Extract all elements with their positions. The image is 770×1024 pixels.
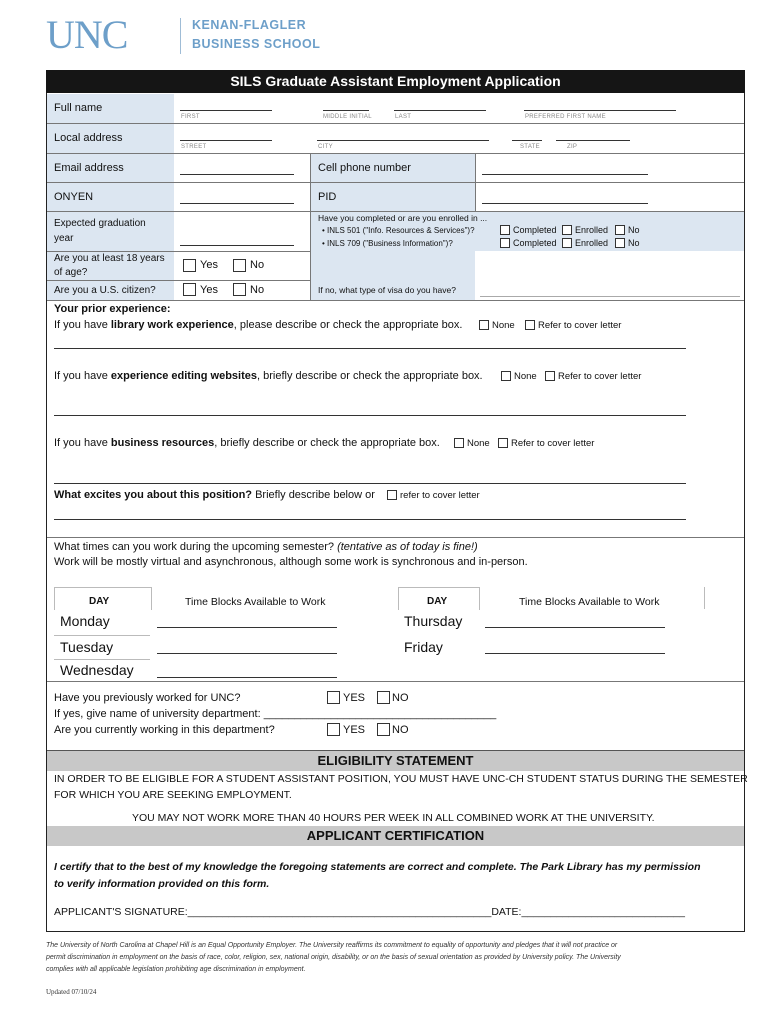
previous-unc-question: Have you previously worked for UNC? <box>54 692 241 704</box>
grad-year-label-line1: Expected graduation <box>54 218 146 229</box>
websites-q-bold: experience editing websites <box>110 370 257 382</box>
websites-q-post: , briefly describe or check the appropriate box. <box>257 370 483 382</box>
inls501-completed-checkbox[interactable] <box>500 225 510 235</box>
form-title: SILS Graduate Assistant Employment Application <box>230 73 561 89</box>
library-question <box>54 319 462 332</box>
eligibility-text-line1: IN ORDER TO BE ELIGIBLE FOR A STUDENT ASSISTANT POSITION, YOU MUST HAVE UNC-CH STUDENT STATUS DURING THE SEMESTER <box>54 773 748 785</box>
hint-preferred: PREFERRED FIRST NAME <box>525 114 606 120</box>
divider <box>47 280 311 281</box>
street-field[interactable] <box>180 140 272 141</box>
refer-label: Refer to cover letter <box>558 371 642 382</box>
refer-label: Refer to cover letter <box>538 320 622 331</box>
certification-heading: APPLICANT CERTIFICATION <box>47 826 744 846</box>
hint-zip: ZIP <box>567 144 578 150</box>
current-dept-yes-checkbox[interactable] <box>327 723 340 736</box>
age-label-line2: of age? <box>54 267 88 278</box>
pid-label: PID <box>318 191 337 203</box>
hint-state: STATE <box>520 144 540 150</box>
none-label: None <box>492 320 515 331</box>
certification-text-line1: I certify that to the best of my knowledge the foregoing statements are correct and complete. The Park Library has my permission <box>54 861 701 873</box>
day-friday: Friday <box>404 639 443 655</box>
previous-unc-yes-checkbox[interactable] <box>327 691 340 704</box>
grad-year-label-line2: year <box>54 233 74 244</box>
pid-field[interactable] <box>482 203 648 204</box>
school-name-line2: BUSINESS SCHOOL <box>192 37 321 51</box>
zip-field[interactable] <box>556 140 630 141</box>
email-label: Email address <box>54 162 124 174</box>
business-refer-checkbox[interactable] <box>498 438 508 448</box>
course-inls709: • INLS 709 ("Business Information")? <box>322 239 453 248</box>
websites-q-pre: If you have <box>54 370 111 382</box>
no-label: NO <box>392 724 409 736</box>
excites-refer-checkbox[interactable] <box>387 490 397 500</box>
full-name-label: Full name <box>54 102 103 114</box>
monday-time-field[interactable] <box>157 627 337 628</box>
day-monday: Monday <box>60 613 110 629</box>
yes-label: YES <box>343 692 366 704</box>
websites-none-checkbox[interactable] <box>501 371 511 381</box>
refer-label: Refer to cover letter <box>511 438 595 449</box>
business-q-post: , briefly describe or check the appropriate box. <box>214 437 440 449</box>
library-q-pre: If you have <box>54 319 111 331</box>
enrolled-label: Enrolled <box>575 225 609 235</box>
email-field[interactable] <box>180 174 294 175</box>
no-label: NO <box>392 692 409 704</box>
divider <box>54 659 150 660</box>
library-none-checkbox[interactable] <box>479 320 489 330</box>
schedule-q-text: What times can you work during the upcoming semester? <box>54 541 338 553</box>
current-dept-no-checkbox[interactable] <box>377 723 390 736</box>
library-refer-checkbox[interactable] <box>525 320 535 330</box>
eligibility-text-line2: FOR WHICH YOU ARE SEEKING EMPLOYMENT. <box>54 789 292 801</box>
department-question[interactable]: If yes, give name of university department: ______________________________________ <box>54 708 497 720</box>
eligibility-heading: ELIGIBILITY STATEMENT <box>47 750 744 771</box>
enrolled-label: Enrolled <box>575 238 609 248</box>
no-label: No <box>628 225 640 235</box>
divider <box>704 587 705 609</box>
divider <box>47 182 744 183</box>
visa-question: If no, what type of visa do you have? <box>318 285 456 295</box>
refer-cover-letter-label: refer to cover letter <box>400 490 480 501</box>
business-none-checkbox[interactable] <box>454 438 464 448</box>
yes-label: YES <box>343 724 366 736</box>
first-name-field[interactable] <box>180 110 272 111</box>
business-q-pre: If you have <box>54 437 111 449</box>
day-column-header: DAY <box>427 596 448 607</box>
none-label: None <box>467 438 490 449</box>
divider <box>47 123 744 124</box>
business-answer-line[interactable] <box>54 483 686 484</box>
divider <box>310 153 311 300</box>
divider <box>47 211 744 212</box>
age-no-label: No <box>250 259 265 271</box>
no-label: No <box>628 238 640 248</box>
excites-question <box>54 489 375 502</box>
schedule-q-italic: (tentative as of today is fine!) <box>337 541 478 553</box>
age-yes-checkbox[interactable] <box>183 259 196 272</box>
citizen-no-label: No <box>250 284 265 296</box>
experience-heading: Your prior experience: <box>54 303 171 315</box>
eeo-statement-line1: The University of North Carolina at Chapel Hill is an Equal Opportunity Employer. The University reaffirms its commitment to equality of opportunity and pledges that it will not practice or <box>46 942 618 949</box>
age-yes-label: Yes <box>200 259 218 271</box>
hint-first: FIRST <box>181 114 200 120</box>
current-department-question: Are you currently working in this department? <box>54 724 275 736</box>
logo-divider <box>180 18 181 54</box>
divider <box>47 153 744 154</box>
hint-last: LAST <box>395 114 412 120</box>
divider <box>47 251 311 252</box>
websites-answer-line[interactable] <box>54 415 686 416</box>
day-wednesday: Wednesday <box>60 662 134 678</box>
citizen-yes-label: Yes <box>200 284 218 296</box>
wednesday-time-field[interactable] <box>157 677 337 678</box>
tuesday-time-field[interactable] <box>157 653 337 654</box>
cell-phone-label: Cell phone number <box>318 162 411 174</box>
inls501-enrolled-checkbox[interactable] <box>562 225 572 235</box>
onyen-label: ONYEN <box>54 191 94 203</box>
citizen-yes-checkbox[interactable] <box>183 283 196 296</box>
schedule-question <box>54 541 478 554</box>
inls709-completed-checkbox[interactable] <box>500 238 510 248</box>
library-q-post: , please describe or check the appropriate box. <box>233 319 463 331</box>
excites-q-bold: What excites you about this position? <box>54 489 253 501</box>
divider <box>47 681 744 682</box>
library-answer-line[interactable] <box>54 348 686 349</box>
city-field[interactable] <box>317 140 489 141</box>
library-q-bold: library work experience <box>110 319 234 331</box>
business-q-bold: business resources <box>110 437 215 449</box>
middle-initial-field[interactable] <box>323 110 369 111</box>
time-blocks-header: Time Blocks Available to Work <box>185 596 326 608</box>
divider <box>475 153 476 211</box>
websites-question <box>54 370 483 383</box>
grad-year-field[interactable] <box>180 245 294 246</box>
friday-time-field[interactable] <box>485 653 665 654</box>
age-no-checkbox[interactable] <box>233 259 246 272</box>
last-name-field[interactable] <box>394 110 486 111</box>
excites-answer-line[interactable] <box>54 519 686 520</box>
previous-unc-no-checkbox[interactable] <box>377 691 390 704</box>
completed-label: Completed <box>513 238 557 248</box>
form-title-bar <box>46 70 745 93</box>
inls709-no-checkbox[interactable] <box>615 238 625 248</box>
citizen-label: Are you a U.S. citizen? <box>54 285 156 296</box>
time-blocks-header: Time Blocks Available to Work <box>519 596 660 608</box>
completed-label: Completed <box>513 225 557 235</box>
age-label-line1: Are you at least 18 years <box>54 253 165 264</box>
school-name-line1: KENAN-FLAGLER <box>192 18 307 32</box>
day-tuesday: Tuesday <box>60 639 114 655</box>
divider <box>54 635 150 636</box>
excites-q-post: Briefly describe below or <box>252 489 375 501</box>
divider <box>47 537 744 538</box>
visa-field[interactable] <box>480 296 740 297</box>
business-question <box>54 437 440 450</box>
inls501-no-checkbox[interactable] <box>615 225 625 235</box>
day-thursday: Thursday <box>404 613 463 629</box>
none-label: None <box>514 371 537 382</box>
schedule-note: Work will be mostly virtual and asynchronous, although some work is synchronous and in-person. <box>54 556 528 568</box>
onyen-field[interactable] <box>180 203 294 204</box>
eligibility-text-line3: YOU MAY NOT WORK MORE THAN 40 HOURS PER WEEK IN ALL COMBINED WORK AT THE UNIVERSITY. <box>132 812 655 824</box>
hint-street: STREET <box>181 144 207 150</box>
websites-refer-checkbox[interactable] <box>545 371 555 381</box>
eeo-statement-line3: complies with all applicable legislation prohibiting age discrimination in employment. <box>46 966 306 973</box>
cell-phone-field[interactable] <box>482 174 648 175</box>
hint-city: CITY <box>318 144 333 150</box>
courses-question: Have you completed or are you enrolled in ... <box>318 213 488 223</box>
citizen-no-checkbox[interactable] <box>233 283 246 296</box>
course-inls501: • INLS 501 ("Info. Resources & Services")? <box>322 226 475 235</box>
eeo-statement-line2: permit discrimination in employment on the basis of race, color, religion, sex, national origin, disability, or on the basis of sexual orientation as provided by University policy. The University <box>46 954 621 961</box>
divider <box>47 300 744 301</box>
signature-date-line[interactable]: APPLICANT'S SIGNATURE:____________________________________________________DATE:____________________________ <box>54 906 685 918</box>
local-address-label: Local address <box>54 132 123 144</box>
thursday-time-field[interactable] <box>485 627 665 628</box>
certification-text-line2: to verify information provided on this form. <box>54 878 270 890</box>
unc-logo: UNC <box>46 12 128 57</box>
day-column-header: DAY <box>89 596 110 607</box>
hint-middle: MIDDLE INITIAL <box>323 114 372 120</box>
preferred-name-field[interactable] <box>524 110 676 111</box>
inls709-enrolled-checkbox[interactable] <box>562 238 572 248</box>
updated-date: Updated 07/10/24 <box>46 988 97 996</box>
state-field[interactable] <box>512 140 542 141</box>
